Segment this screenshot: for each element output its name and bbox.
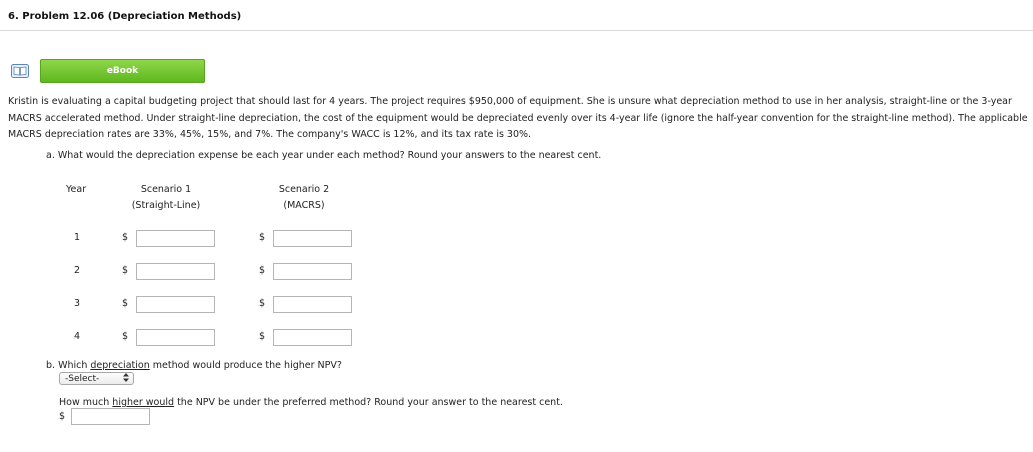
scenario1-year1-input[interactable] <box>136 230 215 247</box>
currency-symbol: $ <box>122 265 129 276</box>
problem-title: 6. Problem 12.06 (Depreciation Methods) <box>8 11 242 22</box>
currency-symbol: $ <box>259 331 266 342</box>
year-label: 4 <box>73 331 81 342</box>
part-b-text: b. Which <box>46 360 91 371</box>
scenario1-subtitle: (Straight-Line) <box>131 200 201 211</box>
currency-symbol: $ <box>259 232 266 243</box>
currency-symbol: $ <box>59 411 66 422</box>
scenario1-title: Scenario 1 <box>140 184 192 195</box>
currency-symbol: $ <box>122 232 129 243</box>
scenario2-title: Scenario 2 <box>278 184 330 195</box>
scenario1-year3-input[interactable] <box>136 296 215 313</box>
year-label: 1 <box>73 232 81 243</box>
scenario2-subtitle: (MACRS) <box>283 200 325 211</box>
howmuch-text-end: the NPV be under the preferred method? Round your answer to the nearest cent. <box>174 397 563 408</box>
currency-symbol: $ <box>259 298 266 309</box>
scenario2-year3-input[interactable] <box>273 296 352 313</box>
scenario2-header <box>258 182 350 214</box>
currency-symbol: $ <box>122 298 129 309</box>
scenario2-year1-input[interactable] <box>273 230 352 247</box>
scenario2-year4-input[interactable] <box>273 329 352 346</box>
year-label: 3 <box>73 298 81 309</box>
year-header: Year <box>66 184 87 195</box>
part-b-question <box>46 360 342 371</box>
scenario1-year2-input[interactable] <box>136 263 215 280</box>
part-b-underlined: depreciation <box>90 360 150 371</box>
npv-difference-input[interactable] <box>71 408 150 425</box>
ebook-button[interactable]: eBook <box>40 59 205 83</box>
currency-symbol: $ <box>122 331 129 342</box>
scenario1-year4-input[interactable] <box>136 329 215 346</box>
book-icon[interactable] <box>10 63 30 79</box>
divider <box>0 30 1033 31</box>
howmuch-underlined: higher would <box>112 397 175 408</box>
scenario1-header <box>120 182 212 214</box>
part-b-text-end: method would produce the higher NPV? <box>149 360 342 371</box>
scenario2-year2-input[interactable] <box>273 263 352 280</box>
problem-description: Kristin is evaluating a capital budgeting project that should last for 4 years. The project requires $950,000 of equipment. She is unsure what depreciation method to use in her analysis, straight-line or the 3-year MACRS accelerated method. Under straight-line depreciation, the cost of the equipment would be depreciated evenly over its 4-year life (ignore the half-year convention for the straight-line method). The applicable MACRS depreciation rates are 33%, 45%, 15%, and 7%. The company's WACC is 12%, and its tax rate is 30%. <box>8 96 1028 140</box>
currency-symbol: $ <box>259 265 266 276</box>
ebook-section <box>10 59 205 83</box>
npv-method-select[interactable] <box>59 372 134 385</box>
select-arrows-icon <box>123 373 129 385</box>
npv-difference-question <box>59 397 563 408</box>
select-value: -Select- <box>65 373 100 384</box>
year-label: 2 <box>73 265 81 276</box>
part-a-question: a. What would the depreciation expense be each year under each method? Round your answers to the nearest cent. <box>46 150 602 161</box>
howmuch-text: How much <box>59 397 113 408</box>
